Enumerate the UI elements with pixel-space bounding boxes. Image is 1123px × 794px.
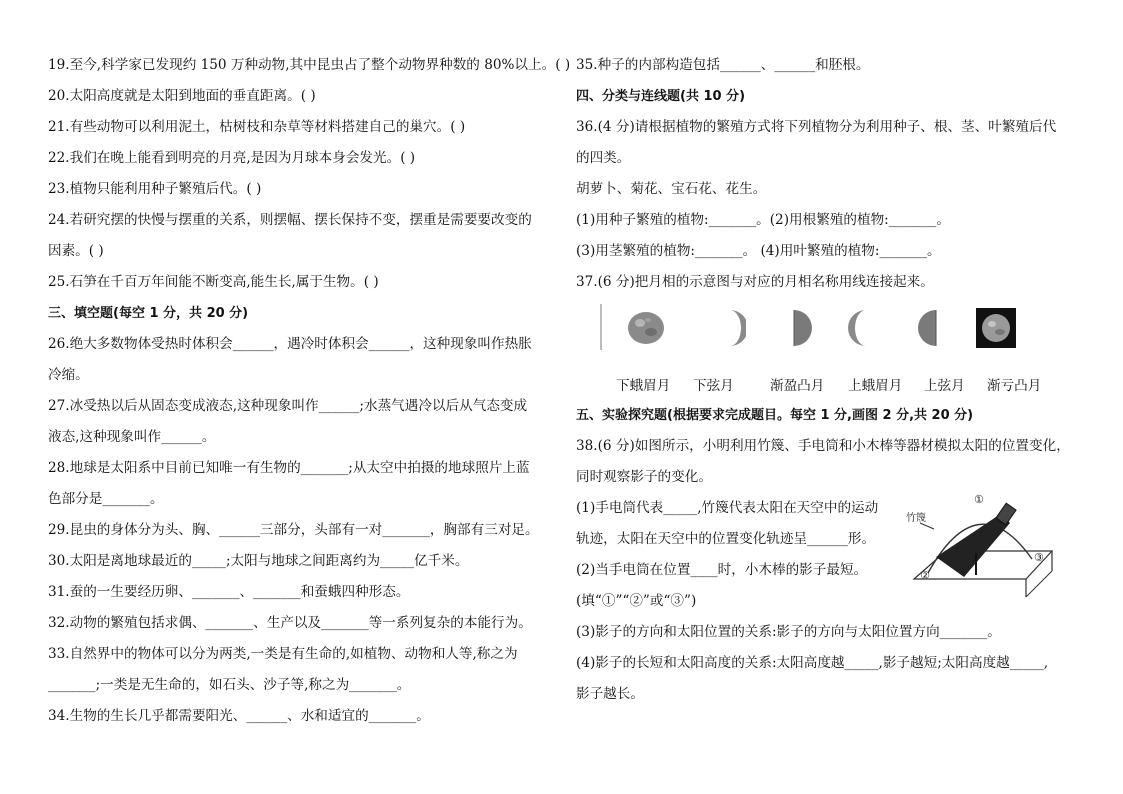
question-25: 25.石笋在千百万年间能不断变高,能生长,属于生物。( ) bbox=[48, 274, 379, 290]
full-moon-icon bbox=[626, 308, 666, 348]
question-38-part-2: (2)当手电筒在位置____时，小木棒的影子最短。 bbox=[576, 562, 868, 578]
waxing-crescent-icon bbox=[844, 308, 884, 348]
question-21: 21.有些动物可以利用泥土，枯树枝和杂草等材料搭建自己的巢穴。( ) bbox=[48, 119, 466, 135]
question-38-part-4-cont: 影子越长。 bbox=[576, 686, 644, 702]
sun-path-figure bbox=[906, 493, 1054, 603]
right-column bbox=[576, 50, 1076, 710]
question-38-cont: 同时观察影子的变化。 bbox=[576, 469, 712, 485]
question-38-part-4: (4)影子的长短和太阳高度的关系:太阳高度越_____,影子越短;太阳高度越_____, bbox=[576, 655, 1049, 671]
question-36-items-1-2: (1)用种子繁殖的植物:_______。(2)用根繁殖的植物:_______。 bbox=[576, 212, 950, 228]
question-19: 19.至今,科学家已发现约 150 万种动物,其中昆虫占了整个动物界种数的 80%以上。( ) bbox=[48, 57, 571, 73]
question-27-cont: 液态,这种现象叫作______。 bbox=[48, 429, 216, 445]
question-23: 23.植物只能利用种子繁殖后代。( ) bbox=[48, 181, 262, 197]
question-38-part-2-hint: (填“①”“②”或“③”) bbox=[576, 593, 697, 609]
question-38-part-1-cont: 轨迹，太阳在天空中的位置变化轨迹呈______形。 bbox=[576, 531, 876, 547]
full-moon-dark-bg-icon bbox=[976, 308, 1016, 348]
question-32: 32.动物的繁殖包括求偶、_______、生产以及_______等一系列复杂的本能行为。 bbox=[48, 615, 532, 631]
question-35: 35.种子的内部构造包括______、______和胚根。 bbox=[576, 57, 870, 73]
last-quarter-icon bbox=[778, 308, 818, 348]
divider bbox=[600, 304, 602, 350]
question-34: 34.生物的生长几乎都需要阳光、______、水和适宜的_______。 bbox=[48, 708, 430, 724]
section-3-heading: 三、填空题(每空 1 分，共 20 分) bbox=[48, 306, 249, 321]
left-column bbox=[48, 50, 571, 732]
question-26: 26.绝大多数物体受热时体积会______，遇冷时体积会______，这种现象叫作热胀 bbox=[48, 336, 532, 352]
section-4-heading: 四、分类与连线题(共 10 分) bbox=[576, 89, 746, 104]
question-33-cont: _______;一类是无生命的，如石头、沙子等,称之为_______。 bbox=[48, 677, 411, 693]
moon-phase-names bbox=[576, 372, 1076, 400]
question-28-cont: 色部分是_______。 bbox=[48, 491, 164, 507]
question-24: 24.若研究摆的快慢与摆重的关系，则摆幅、摆长保持不变，摆重是需要要改变的 bbox=[48, 212, 532, 228]
section-5-heading: 五、实验探究题(根据要求完成题目。每空 1 分,画图 2 分,共 20 分) bbox=[576, 408, 974, 423]
question-29: 29.昆虫的身体分为头、胸、______三部分，头部有一对_______，胸部有三对足。 bbox=[48, 522, 539, 538]
question-22: 22.我们在晚上能看到明亮的月亮,是因为月球本身会发光。( ) bbox=[48, 150, 416, 166]
question-37: 37.(6 分)把月相的示意图与对应的月相名称用线连接起来。 bbox=[576, 274, 934, 290]
moon-phase-images bbox=[576, 302, 1076, 364]
moon-label: 渐盈凸月 bbox=[770, 378, 825, 394]
question-38: 38.(6 分)如图所示，小明利用竹篾、手电筒和小木棒等器材模拟太阳的位置变化， bbox=[576, 438, 1070, 454]
question-26-cont: 冷缩。 bbox=[48, 367, 89, 383]
question-31: 31.蚕的一生要经历卵、_______、_______和蚕蛾四种形态。 bbox=[48, 584, 410, 600]
moon-label: 上弦月 bbox=[924, 378, 965, 394]
question-38-part-1: (1)手电筒代表_____,竹篾代表太阳在天空中的运动 bbox=[576, 500, 879, 516]
question-38-part-3: (3)影子的方向和太阳位置的关系:影子的方向与太阳位置方向_______。 bbox=[576, 624, 1001, 640]
question-36: 36.(4 分)请根据植物的繁殖方式将下列植物分为利用种子、根、茎、叶繁殖后代 bbox=[576, 119, 1057, 135]
moon-label: 上蛾眉月 bbox=[848, 378, 903, 394]
bamboo-label: 竹篾 bbox=[906, 513, 926, 524]
plant-list: 胡萝卜、菊花、宝石花、花生。 bbox=[576, 181, 767, 197]
question-30: 30.太阳是离地球最近的_____;太阳与地球之间距离约为_____亿千米。 bbox=[48, 553, 469, 569]
first-quarter-icon bbox=[912, 308, 952, 348]
question-20: 20.太阳高度就是太阳到地面的垂直距离。( ) bbox=[48, 88, 316, 104]
position-1-label: ① bbox=[974, 493, 984, 506]
moon-label: 下弦月 bbox=[693, 378, 734, 394]
position-2-label: ② bbox=[920, 569, 930, 582]
question-33: 33.自然界中的物体可以分为两类,一类是有生命的,如植物、动物和人等,称之为 bbox=[48, 646, 518, 662]
question-38-block bbox=[576, 493, 1076, 617]
waning-crescent-icon bbox=[706, 308, 746, 348]
question-28: 28.地球是太阳系中目前已知唯一有生物的_______;从太空中拍摄的地球照片上蓝 bbox=[48, 460, 530, 476]
question-24-cont: 因素。( ) bbox=[48, 243, 104, 259]
question-36-items-3-4: (3)用茎繁殖的植物:_______。 (4)用叶繁殖的植物:_______。 bbox=[576, 243, 941, 259]
question-27: 27.冰受热以后从固态变成液态,这种现象叫作______;水蒸气遇冷以后从气态变成 bbox=[48, 398, 528, 414]
moon-label: 渐亏凸月 bbox=[987, 378, 1042, 394]
position-3-label: ③ bbox=[1034, 551, 1044, 564]
question-36-cont: 的四类。 bbox=[576, 150, 631, 166]
moon-label: 下蛾眉月 bbox=[616, 378, 671, 394]
